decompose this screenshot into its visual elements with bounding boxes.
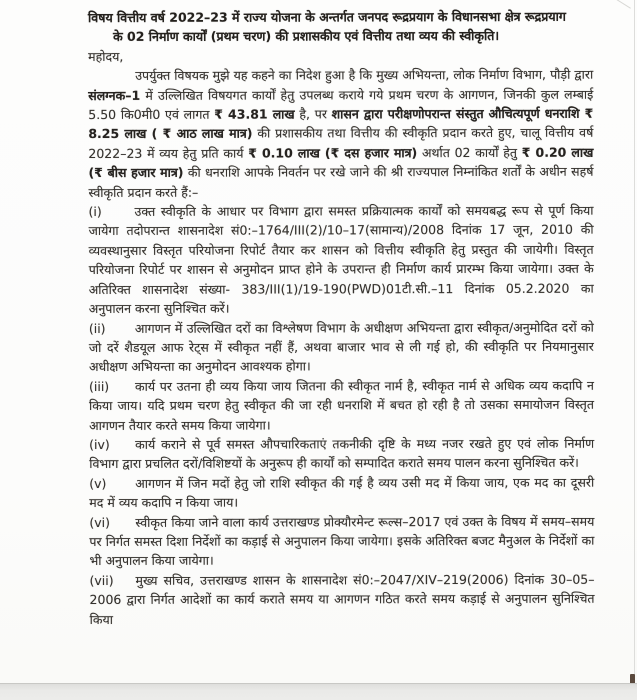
intro-segment-bold: शासन द्वारा परीक्षणोपरान्त संस्तुत औचित्यपूर्ण धनराशि ₹ 8.25 लाख ( ₹ आठ लाख मात्र) [88, 105, 594, 142]
clause-number: (ii) [88, 320, 106, 336]
clause-iv [89, 434, 594, 474]
clause-iii [89, 375, 594, 435]
corner-fold-artifact [615, 0, 631, 9]
clause-text: कार्य पर उतना ही व्यय किया जाय जितना की स्वीकृत नार्म है, स्वीकृत नार्म से अधिक व्यय कदापि न किया जाय। यदि प्रथम चरण हेतु स्वीकृत की जा रही धनराशि में बचत हो रही है तो उसका समायोजन विस्तृत आगणन तैयार करते समय किया जायेगा। [89, 377, 595, 433]
page-right-edge-line [634, 0, 635, 684]
clause-text: स्वीकृत किया जाने वाला कार्य उत्तराखण्ड प्रोक्यौरमेन्ट रूल्स–2017 एवं उक्त के विषय में समय–समय पर निर्गत समस्त दिशा निर्देशों का कड़ाई से अनुपालन किया जायेगा। इसके अतिरिक्त बजट मैनुअल के निर्देशों का भी अनुपालन किया जायेगा। [89, 513, 595, 569]
clause-number: (vi) [89, 514, 110, 530]
subject-line-1: विषय वित्तीय वर्ष 2022–23 में राज्य योजना के अन्तर्गत जनपद रूद्रप्रयाग के विधानसभा क्षेत्र रूद्रप्रयाग [88, 8, 566, 25]
clause-i [89, 201, 594, 319]
scanner-background-strip [0, 684, 637, 700]
clause-vi [89, 511, 594, 571]
clause-v [89, 472, 594, 512]
salutation: महोदय, [88, 48, 124, 64]
clause-number: (i) [88, 204, 102, 220]
intro-segment: की प्रशासकीय तथा वित्तीय की स्वीकृति प्रदान करते हुए, चालू वित्तीय वर्ष 2022–23 में व्यय हेतु प्रति कार्य [88, 125, 594, 161]
clause-vii [89, 569, 594, 629]
intro-segment-bold: संलग्नक–1 [88, 87, 141, 103]
clause-text: मुख्य सचिव, उत्तराखण्ड शासन के शासनादेश सं0:–2047/XIV–219(2006) दिनांक 30–05–2006 द्वारा निर्गत आदेशों का कार्य कराते समय या आगणन गठित करते समय कड़ाई से अनुपालन सुनिश्चित किया [89, 571, 595, 627]
intro-segment: उपर्युक्त विषयक मुझे यह कहने का निदेश हुआ है कि मुख्य अभियन्ता, लोक निर्माण विभाग, पौड़ी द्वारा [135, 66, 594, 84]
clause-ii [89, 317, 594, 377]
clause-text: आगणन में जिन मदों हेतु जो राशि स्वीकृत की गई है व्यय उसी मद में किया जाय, एक मद का दूसरी मद में व्यय कदापि न किया जाय। [89, 474, 595, 511]
intro-segment-bold: ₹ 0.20 लाख (₹ बीस हजार मात्र) [88, 144, 594, 181]
clause-text: आगणन में उल्लिखित दरों का विश्लेषण विभाग के अधीक्षण अभियन्ता द्वारा स्वीकृत/अनुमोदित दरों को जो दरें शैडयूल आफ रेट्स में स्वीकृत नहीं हैं, अथवा बाजार भाव से ली गई हो, की स्वीकृति पर नियमानुसार अधीक्षण अभियन्ता का अनुमोदन आवश्यक होगा। [88, 319, 594, 375]
clause-number: (iv) [89, 436, 110, 452]
intro-paragraph [88, 65, 593, 202]
subject-block [88, 7, 593, 47]
letter-body [88, 7, 595, 629]
clause-number: (iii) [88, 378, 110, 394]
clause-number: (v) [89, 475, 107, 491]
clause-text: उक्त स्वीकृति के आधार पर विभाग द्वारा समस्त प्रक्रियात्मक कार्यों को समयबद्ध रूप से पूर्ण किया जायेगा तदोपरान्त शासनादेश सं0:–1764/III(2)/10–17(सामान्य)/2008 दिनांक 17 जून, 2010 की व्यवस्थानुसार विस्तृत परियोजना रिपोर्ट तैयार कर शासन को वित्तीय स्वीकृति हेतु प्रस्तुत की जायेगी। विस्तृत परियोजना रिपोर्ट पर शासन से अनुमोदन प्राप्त होने के उपरान्त ही निर्माण कार्य प्रारम्भ किया जायेगा। उक्त के अतिरिक्त शासनादेश संख्या- 383/III(1)/19-190(PWD)01टी.सी.–11 दिनांक 05.2.2020 का अनुपालन करना सुनिश्चित करें। [88, 202, 594, 317]
subject-line-2: के 02 निर्माण कार्यों (प्रथम चरण) की प्रशासकीय एवं वित्तीय तथा व्यय की स्वीकृति। [113, 28, 500, 45]
intro-segment: में उल्लिखित विषयगत कार्यों हेतु उपलब्ध कराये गये प्रथम चरण के आगणन, जिनकी कुल लम्बाई 5.50 कि0मी0 एवं लागत [88, 86, 594, 123]
clause-text: कार्य कराने से पूर्व समस्त औपचारिकताएं तकनीकी दृष्टि के मध्य नजर रखते हुए एवं लोक निर्माण विभाग द्वारा प्रचलित दरों/विशिष्टयों के अनुरूप ही कार्यों को सम्पादित कराते समय पालन करना सुनिश्चित करें। [89, 435, 595, 472]
scan-artifact-mark [630, 674, 635, 684]
clause-number: (vii) [89, 572, 114, 588]
intro-segment: है, पर [294, 106, 332, 122]
intro-segment-bold: ₹ 0.10 लाख (₹ दस हजार मात्र) [248, 144, 418, 161]
intro-segment: अर्थात 02 कार्यों हेतु [417, 144, 522, 160]
intro-segment: की धनराशि आपके निवर्तन पर रखे जाने की श्री राज्यपाल निम्नांकित शर्तों के अधीन सहर्ष स्वीकृति प्रदान करते हैं:– [88, 163, 594, 200]
intro-segment-bold: ₹ 43.81 लाख [214, 106, 295, 122]
